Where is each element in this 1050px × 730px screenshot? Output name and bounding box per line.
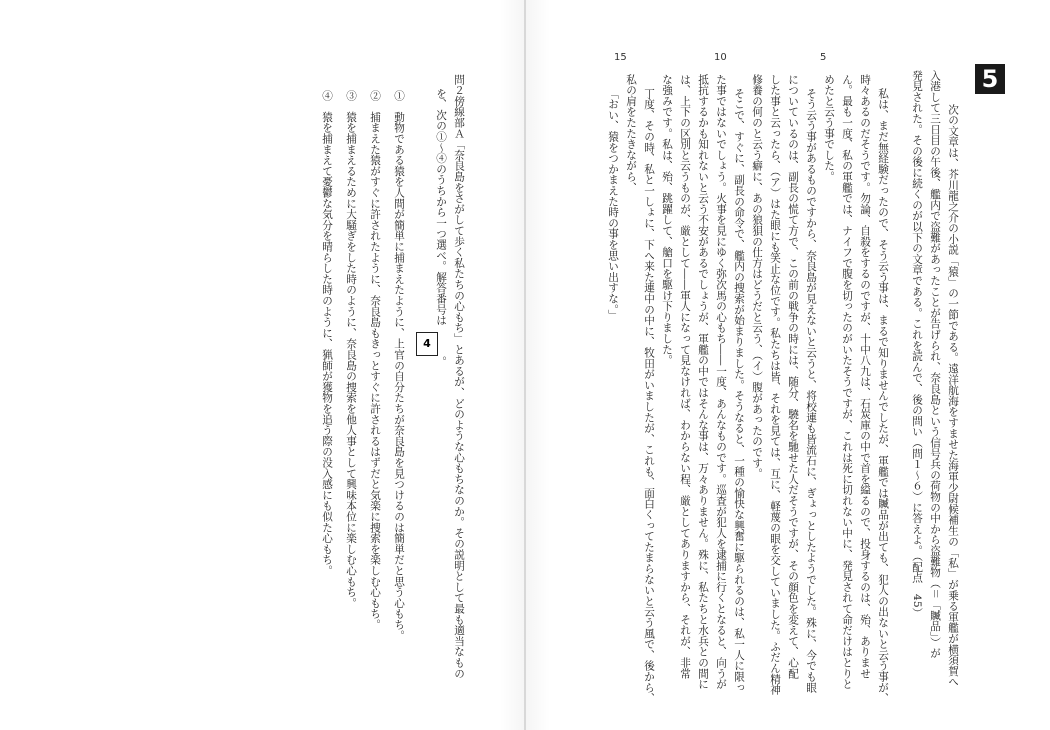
option-1[interactable]: ① 動物である猿を人間が簡単に捕まえたように、上官の自分たちが奈良島を見つけるのは簡単だと思う心もち。 [393,90,405,641]
intro-line-3: 発見された。その後に続くのが以下の文章である。これを読んで、後の問い（問１〜６）に答えよ。（配点 45） [911,70,923,619]
page-shadow-left [500,0,524,730]
line-number-15: 15 [614,52,627,63]
story-line-5: そう云う事があるものですから、奈良島が見えないと云うと、将校連も皆流石に、ぎょっとしたようでした。殊に、今でも眼 [805,88,817,693]
story-line-8: 修養の何のと云う癖に、あの狼狽の仕方はどうだと云う、（イ）腹があったのです。 [751,74,763,480]
intro-line-1: 次の文章は、芥川龍之介の小説「猿」の一節である。遠洋航海をすませた海軍少尉候補生の「私」が乗る軍艦が横須賀へ [947,104,959,688]
story-line-6: についているのは、副長の慌て方で、この前の戦争の時には、随分、驍名を馳せた人だそうですが、その顔色を変えて、心配 [787,74,799,679]
story-line-3: ん。最も一度、私の軍艦では、ナイフで腹を切ったのがいたそうですが、これは死に切れない中に、発見されて命だけはとりと [841,74,853,690]
answer-number-box: 4 [416,332,438,356]
question2-label-and-stem [452,74,466,694]
story-line-2: 時々あるのだそうです。勿論、自殺をするのですが、十中八九は、石炭庫の中で首を縊るので、投身するのは、殆、ありませ [859,74,871,679]
question2-stem-line-1: 傍線部Ａ「奈良島をさがして歩く私たちの心もち」とあるが、どのような心もちなのか。その説明として最も適当なもの [453,95,465,679]
line-number-10: 10 [714,52,727,63]
story-line-15: 私の肩をたたきながら、 [625,74,637,193]
question-number-badge: 5 [975,64,1005,94]
question2-stem-end: 。 [435,356,447,367]
option-2[interactable]: ② 捕まえた猿がすぐに許されたように、奈良島もきっとすぐに許されるはずだと気楽に捜索を楽しむ心もち。 [369,90,381,630]
page-shadow-right [526,0,550,730]
line-number-5: 5 [820,52,827,63]
story-line-16: 「おい、猿をつかまえた時の事を思い出すな。」 [607,88,619,321]
question2-stem-line-2: を、次の①〜④のうちから一つ選べ。解答番号は [435,88,447,326]
option-4[interactable]: ④ 猿を捕まえて憂鬱な気分を晴らした時のように、猟師が獲物を追う際の没入感にも似た心もち。 [321,90,333,576]
story-line-14: 丁度、その時、私と一しょに、下へ来た連中の中に、牧田がいましたが、これも、面白くってたまらないと云う風で、後から、 [643,88,655,704]
question2-label: 問２ [453,74,465,96]
option-3[interactable]: ③ 猿を捕まえるために大騒ぎをした時のように、奈良島の捜索を他人事として興味本位に楽しむ心もち。 [345,90,357,609]
story-line-7: した事と云ったら、（ア）はた眼にも笑止な位です。私たちは皆、それを見ては、互に、軽蔑の眼を交していました。ふだん精神 [769,74,781,696]
story-line-9: そこで、すぐに、副長の命令で、艦内の捜索が始まりました。そうなると、一種の愉快な興奮に駆られるのは、私一人に限っ [733,88,745,693]
story-line-12: は、上下の区別と云うものが、厳として――軍人になって見なければ、わからない程、厳としてありますから、それが、非常 [679,74,691,679]
story-line-1: 私は、まだ無経験だったので、そう云う事は、まるで知りませんでしたが、軍艦では贓品が出ても、犯人の出ないと云う事が、 [877,88,889,704]
intro-line-2: 入港して三日目の午後、艦内で盗難があったことが告げられ、奈良島という信号兵の荷物の中から盗難物（＝「贓品」）が [929,70,941,659]
story-line-13: な強みです。私は、殆、跳躍して、艙口を駆け下りました。 [661,74,673,366]
story-line-11: 抵抗するかも知れないと云う不安があるでしょうが、軍艦の中ではそんな事は、万々ありません。殊に、私たちと水兵との間に [697,74,709,690]
story-line-4: めたと云う事でした。 [823,74,835,182]
story-line-10: た事ではないでしょう。火事を見にゆく弥次馬の心もち――一度、あんなものです。巡査が犯人を逮捕に行くとなると、向うが [715,74,727,690]
